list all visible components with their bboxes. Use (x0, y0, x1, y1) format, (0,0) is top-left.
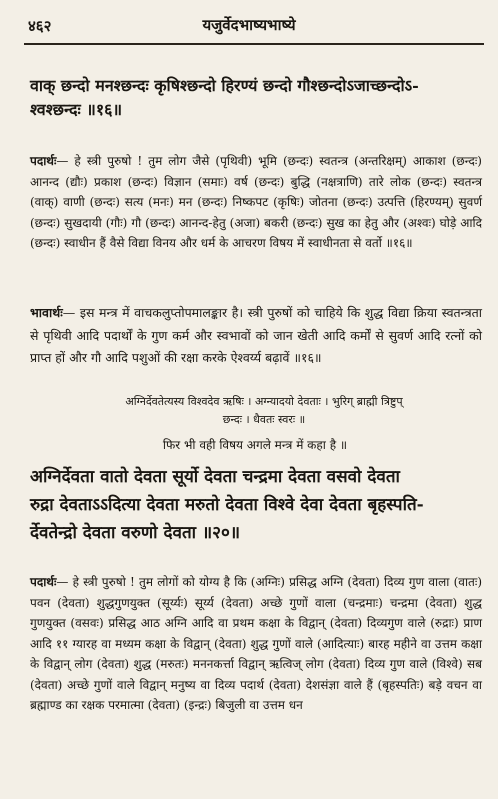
page-header (0, 0, 498, 46)
bhavartha-text: — इस मन्त्र में वाचकलुप्तोपमालङ्कार है। स्त्री पुरुषों को चाहिये कि शुद्ध विद्या क्रिया स्वतन्त्रता से पृथिवी आदि पदार्थों के गुण कर्म और स्वभावों को जान खेती आदि कर्मों से सुवर्ण आदि रत्नों को प्राप्त हों और गौ आदि पशुओं की रक्षा करके ऐश्वर्य्य बढ़ावें ॥१६॥ (30, 305, 482, 365)
padartha-paragraph-20 (30, 572, 482, 716)
mantra-line: रुद्रा देवताऽऽदित्या देवता मरुतो देवता विश्वे देवा देवता बृहस्पति- (30, 495, 424, 515)
chanda-svara-line: छन्दः । धैवतः स्वरः ॥ (222, 413, 306, 426)
padartha-text: — हे स्त्री पुरुषो ! तुम लोगों को योग्य है कि (अग्निः) प्रसिद्ध अग्नि (देवता) दिव्य गुण वाला (वातः) पवन (देवता) शुद्धगुणयुक्त (सूर्य्यः) सूर्य्य (देवता) अच्छे गुणों वाला (चन्द्रमाः) चन्द्रमा (देवता) शुद्ध गुणयुक्त (वसवः) प्रसिद्ध आठ अग्नि आदि वा प्रथम कक्षा के विद्वान् (देवता) दिव्यगुण वाले (रुद्राः) प्राण आदि ११ ग्यारह वा मध्यम कक्षा के विद्वान् (देवता) शुद्ध गुणों वाले (आदित्याः) बारह महीने वा उत्तम कक्षा के विद्वान् लोग (देवता) शुद्ध (मरुतः) मननकर्त्ता विद्वान् ऋत्विज् लोग (देवता) दिव्य गुण वाले (विश्वे) सब (देवता) अच्छे गुणों वाले विद्वान् मनुष्य वा दिव्य पदार्थ (देवता) देशसंज्ञा वाले हैं (बृहस्पतिः) बड़े वचन वा ब्रह्माण्ड का रक्षक परमात्मा (देवता) (इन्द्रः) बिजुली वा उत्तम धन (30, 575, 482, 712)
topic-intro: फिर भी वही विषय अगले मन्त्र में कहा है ॥ (162, 438, 348, 452)
padartha-text: — हे स्त्री पुरुषो ! तुम लोग जैसे (पृथिवी) भूमि (छन्दः) स्वतन्त्र (अन्तरिक्षम्) आकाश (छन्दः) आनन्द (द्यौः) प्रकाश (छन्दः) विज्ञान (समाः) वर्ष (छन्दः) बुद्धि (नक्षत्राणि) तारे लोक (छन्दः) स्वतन्त्र (वाक्) वाणी (छन्दः) सत्य (मनः) मन (छन्दः) निष्कपट (कृषिः) जोतना (छन्दः) उत्पत्ति (हिरण्यम्) सुवर्ण (छन्दः) सुखदायी (गौः) गौ (छन्दः) आनन्द-हेतु (अजा) बकरी (छन्दः) सुख का हेतु और (अश्वः) घोड़े आदि (छन्दः) स्वाधीन हैं वैसे विद्या विनय और धर्म के आचरण विषय में स्वाधीनता से वर्तो ॥१६॥ (30, 154, 482, 250)
rishi-devata-line: अग्निर्देवतेत्यस्य विश्वदेव ऋषिः । अग्न्यादयो देवताः । भुरिग् ब्राह्मी त्रिष्टुप् (125, 395, 403, 408)
mantra-line: र्देवतेन्द्रो देवता वरुणो देवता ॥२०॥ (30, 523, 241, 543)
mantra-line: अग्निर्देवता वातो देवता सूर्यो देवता चन्द्रमा देवता वसवो देवता (30, 467, 400, 487)
bhavartha-label: भावार्थः (30, 305, 63, 320)
mantra-line: श्वश्छन्दः ॥१६॥ (30, 100, 123, 119)
mantra-19 (30, 74, 476, 122)
padartha-label: पदार्थः (30, 575, 57, 589)
padartha-paragraph-19 (30, 151, 482, 254)
header-divider (24, 43, 484, 45)
padartha-label: पदार्थः (30, 154, 57, 168)
mantra-20 (30, 463, 470, 547)
page-number: ४६२ (28, 17, 52, 35)
running-title: यजुर्वेदभाष्यभाष्ये (202, 16, 296, 34)
bhavartha-paragraph-19 (30, 302, 482, 370)
mantra-line: वाक् छन्दो मनश्छन्दः कृषिश्छन्दो हिरण्यं छन्दो गौश्छन्दोऽजाच्छन्दोऽ- (30, 76, 419, 95)
